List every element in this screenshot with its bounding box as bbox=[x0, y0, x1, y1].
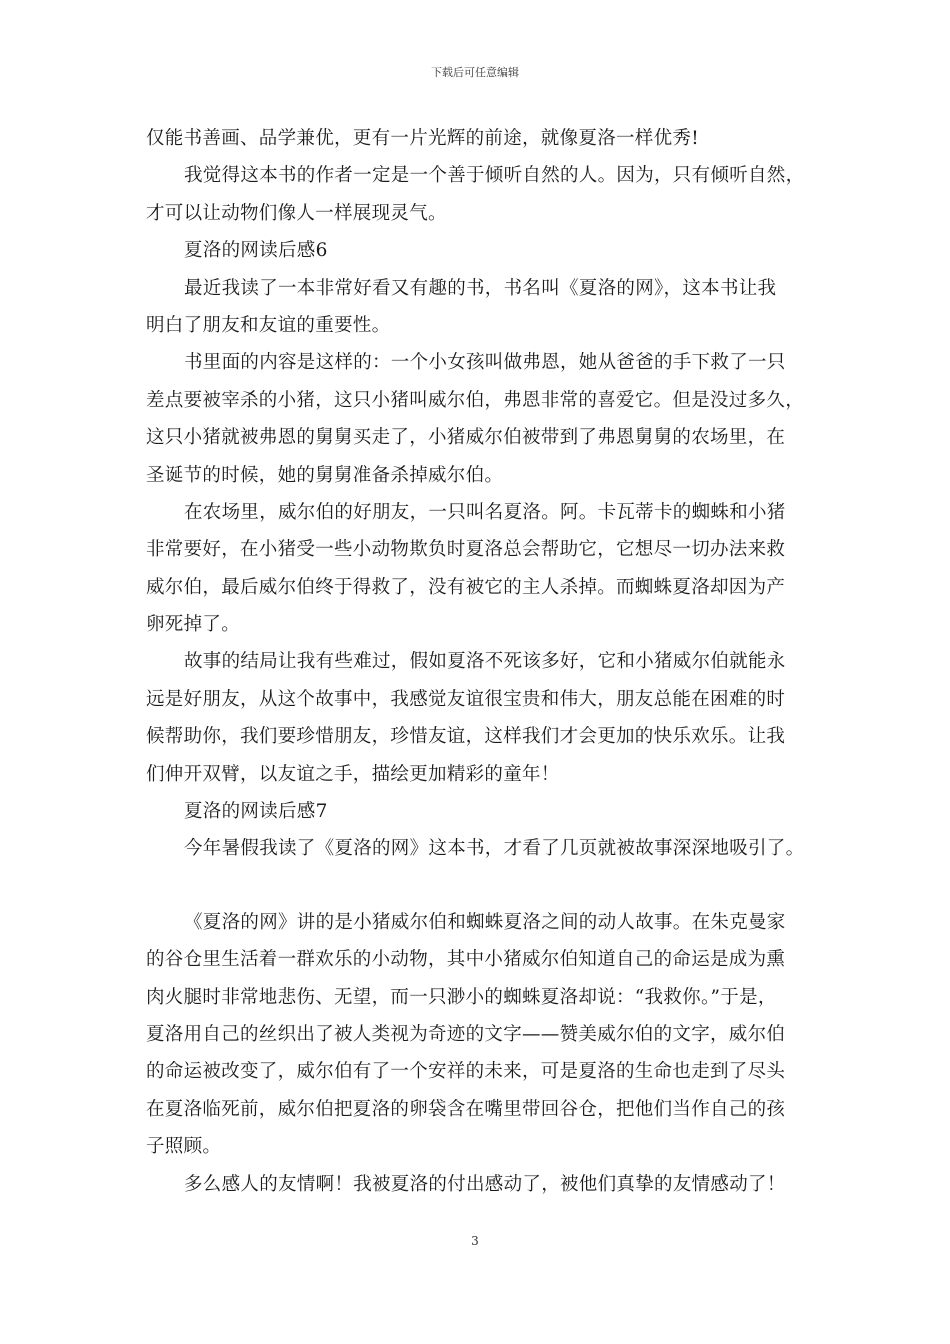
text-line: 这只小猪就被弗恩的舅舅买走了，小猪威尔伯被带到了弗恩舅舅的农场里，在 bbox=[146, 427, 786, 449]
section-heading: 夏洛的网读后感6 bbox=[184, 240, 328, 262]
text-line: 《夏洛的网》讲的是小猪威尔伯和蜘蛛夏洛之间的动人故事。在朱克曼家 bbox=[184, 911, 786, 933]
text-line: 最近我读了一本非常好看又有趣的书，书名叫《夏洛的网》，这本书让我 bbox=[184, 277, 777, 299]
text-line: 明白了朋友和友谊的重要性。 bbox=[146, 314, 391, 336]
text-line: 们伸开双臂，以友谊之手，描绘更加精彩的童年！ bbox=[146, 763, 560, 785]
page-number: 3 bbox=[471, 1234, 479, 1248]
text-line: 夏洛用自己的丝织出了被人类视为奇迹的文字——赞美威尔伯的文字，威尔伯 bbox=[146, 1023, 786, 1045]
text-line: 仅能书善画、品学兼优，更有一片光辉的前途，就像夏洛一样优秀! bbox=[146, 128, 699, 149]
text-line: 今年暑假我读了《夏洛的网》这本书，才看了几页就被故事深深地吸引了。 bbox=[184, 838, 805, 860]
text-line: 非常要好，在小猪受一些小动物欺负时夏洛总会帮助它，它想尽一切办法来救 bbox=[146, 539, 786, 561]
text-line: 的谷仓里生活着一群欢乐的小动物，其中小猪威尔伯知道自己的命运是成为熏 bbox=[146, 949, 786, 971]
text-line: 差点要被宰杀的小猪，这只小猪叫威尔伯，弗恩非常的喜爱它。但是没过多久， bbox=[146, 389, 805, 411]
text-line: 卵死掉了。 bbox=[146, 614, 241, 636]
text-line: 在夏洛临死前，威尔伯把夏洛的卵袋含在嘴里带回谷仓，把他们当作自己的孩 bbox=[146, 1098, 786, 1120]
text-line: 我觉得这本书的作者一定是一个善于倾听自然的人。因为，只有倾听自然， bbox=[184, 165, 805, 187]
paragraph-gap bbox=[146, 868, 810, 904]
section-heading: 夏洛的网读后感7 bbox=[184, 801, 328, 823]
text-line: 书里面的内容是这样的：一个小女孩叫做弗恩，她从爸爸的手下救了一只 bbox=[184, 352, 786, 374]
text-line: 的命运被改变了，威尔伯有了一个安祥的未来，可是夏洛的生命也走到了尽头 bbox=[146, 1061, 786, 1083]
text-line: 故事的结局让我有些难过，假如夏洛不死该多好，它和小猪威尔伯就能永 bbox=[184, 651, 786, 673]
text-line: 圣诞节的时候，她的舅舅准备杀掉威尔伯。 bbox=[146, 464, 504, 486]
text-line: 威尔伯，最后威尔伯终于得救了，没有被它的主人杀掉。而蜘蛛夏洛却因为产 bbox=[146, 576, 786, 598]
page-header: 下载后可任意编辑 bbox=[431, 66, 519, 79]
text-line: 肉火腿时非常地悲伤、无望，而一只渺小的蜘蛛夏洛却说：“我救你。”于是， bbox=[146, 986, 777, 1008]
text-line: 在农场里，威尔伯的好朋友，一只叫名夏洛。阿。卡瓦蒂卡的蜘蛛和小猪 bbox=[184, 501, 786, 523]
text-line: 才可以让动物们像人一样展现灵气。 bbox=[146, 202, 447, 224]
text-line: 远是好朋友，从这个故事中，我感觉友谊很宝贵和伟大，朋友总能在困难的时 bbox=[146, 688, 786, 710]
text-line: 候帮助你，我们要珍惜朋友，珍惜友谊，这样我们才会更加的快乐欢乐。让我 bbox=[146, 726, 786, 748]
document-body bbox=[146, 120, 810, 1203]
text-line: 子照顾。 bbox=[146, 1136, 222, 1158]
text-line: 多么感人的友情啊！我被夏洛的付出感动了，被他们真挚的友情感动了！ bbox=[184, 1173, 786, 1195]
